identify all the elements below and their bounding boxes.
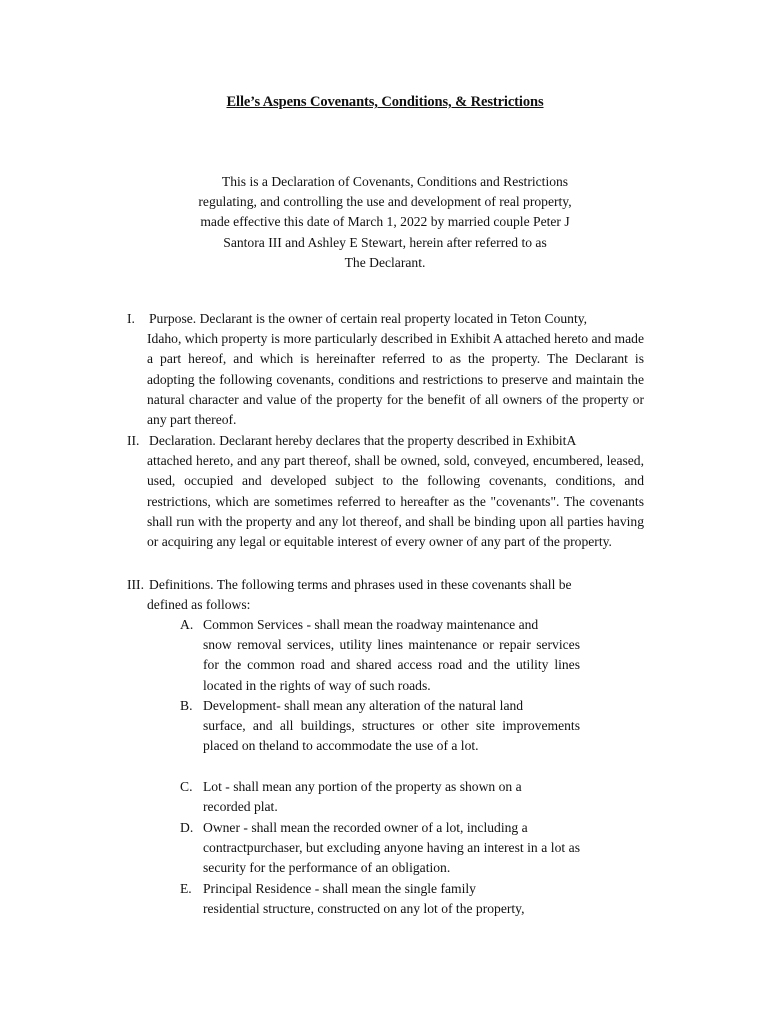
definition-heading-line: A. Common Services - shall mean the roadway maintenance and	[180, 615, 580, 635]
section-body: defined as follows:	[147, 597, 251, 613]
section-number: III.	[127, 577, 144, 592]
definition-letter: B.	[180, 698, 193, 713]
definition-heading-line: B. Development- shall mean any alteration of the natural land	[180, 696, 580, 716]
definition-development	[180, 696, 580, 757]
definition-owner	[180, 818, 580, 879]
definition-letter: E.	[180, 881, 192, 896]
definition-lot	[180, 777, 580, 817]
definition-letter: D.	[180, 820, 194, 835]
section-number: I.	[127, 311, 135, 326]
definition-letter: C.	[180, 779, 193, 794]
definition-body: recorded plat.	[203, 799, 278, 815]
definition-heading-line: E. Principal Residence - shall mean the single family	[180, 879, 580, 899]
definition-letter: A.	[180, 617, 194, 632]
intro-line: The Declarant.	[344, 254, 426, 270]
document-title: Elle’s Aspens Covenants, Conditions, & Restrictions	[226, 94, 544, 110]
definition-body: contractpurchaser, but excluding anyone having an interest in a lot as security for the performance of an obligation.	[203, 840, 580, 876]
section-purpose	[127, 309, 644, 430]
intro-line: Santora III and Ashley E Stewart, herein after referred to as	[223, 234, 547, 250]
section-number: II.	[127, 433, 140, 448]
definition-body: surface, and all buildings, structures or other site improvements placed on theland to accommodate the use of a lot.	[203, 718, 580, 754]
definition-principal-residence	[180, 879, 580, 919]
definition-heading-line: C. Lot - shall mean any portion of the property as shown on a	[180, 777, 580, 797]
section-body: Idaho, which property is more particularly described in Exhibit A attached hereto and made a part hereof, and which is hereinafter referred to as the property. The Declarant is adopting the following covenants, conditions and restrictions to preserve and maintain the natural character and value of the property for the benefit of all owners of the property or any part thereof.	[147, 331, 644, 428]
section-heading-line: III. Definitions. The following terms and phrases used in these covenants shall be	[127, 575, 644, 595]
definition-common-services	[180, 615, 580, 696]
section-body: attached hereto, and any part thereof, shall be owned, sold, conveyed, encumbered, leased, used, occupied and developed subject to the following covenants, conditions, and restrictions, which are sometimes referred to hereafter as the "covenants". The covenants shall run with the property and any lot thereof, and shall be binding upon all parties having or acquiring any legal or equitable interest of every owner of any part of the property.	[147, 453, 644, 550]
definition-heading-line: D. Owner - shall mean the recorded owner of a lot, including a	[180, 818, 580, 838]
intro-paragraph	[150, 172, 620, 273]
definition-body: residential structure, constructed on any lot of the property,	[203, 901, 525, 917]
definition-body: snow removal services, utility lines maintenance or repair services for the common road and shared access road and the utility lines located in the rights of way of such roads.	[203, 637, 580, 693]
section-heading-line: I. Purpose. Declarant is the owner of certain real property located in Teton County,	[127, 309, 644, 329]
intro-line: This is a Declaration of Covenants, Conditions and Restrictions	[221, 174, 569, 189]
section-definitions	[127, 575, 644, 615]
section-heading-line: II. Declaration. Declarant hereby declares that the property described in ExhibitA	[127, 431, 644, 451]
section-declaration	[127, 431, 644, 552]
intro-line: regulating, and controlling the use and development of real property,	[198, 194, 572, 210]
intro-line: made effective this date of March 1, 2022 by married couple Peter J	[200, 214, 570, 230]
